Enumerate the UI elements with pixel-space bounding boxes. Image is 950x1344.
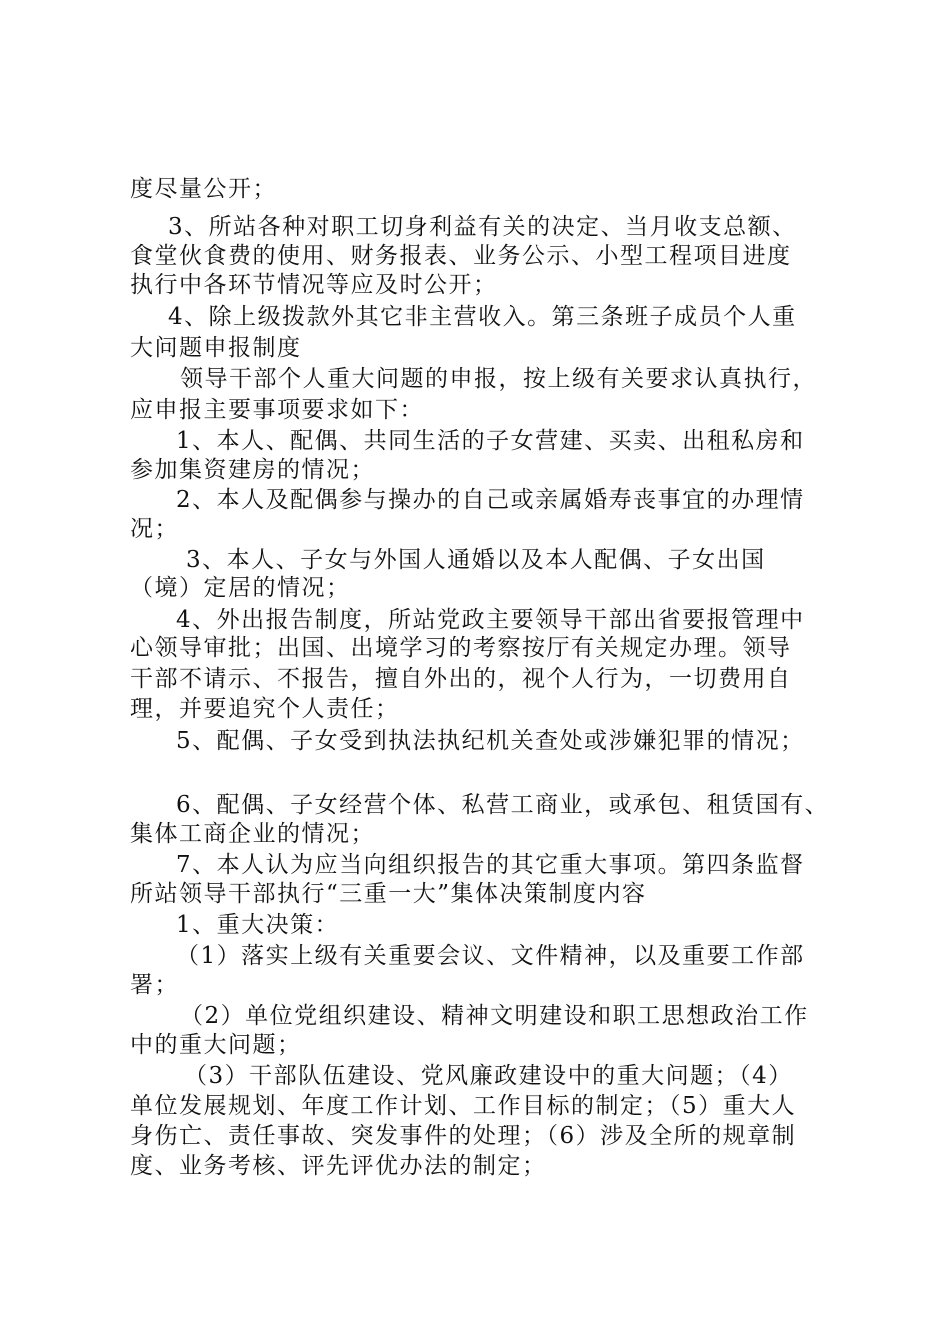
text-line: 4、除上级拨款外其它非主营收入。第三条班子成员个人重 bbox=[168, 304, 797, 330]
text-line: 4、外出报告制度，所站党政主要领导干部出省要报管理中 bbox=[176, 607, 805, 633]
text-line: 单位发展规划、年度工作计划、工作目标的制定；（5）重大人 bbox=[130, 1093, 797, 1119]
text-line: （1）落实上级有关重要会议、文件精神，以及重要工作部 bbox=[176, 943, 805, 969]
text-line: 中的重大问题； bbox=[130, 1032, 302, 1058]
text-line: （境）定居的情况； bbox=[130, 575, 351, 601]
text-line: 6、配偶、子女经营个体、私营工商业，或承包、租赁国有、 bbox=[176, 792, 830, 818]
text-line: 度、业务考核、评先评优办法的制定； bbox=[130, 1153, 547, 1179]
text-line: 3、本人、子女与外国人通婚以及本人配偶、子女出国 bbox=[186, 547, 766, 573]
text-line: 况； bbox=[130, 516, 179, 542]
text-line: 执行中各环节情况等应及时公开； bbox=[130, 272, 498, 298]
text-line: 7、本人认为应当向组织报告的其它重大事项。第四条监督 bbox=[176, 852, 805, 878]
text-line: 心领导审批；出国、出境学习的考察按厅有关规定办理。领导 bbox=[130, 635, 792, 661]
text-line: 1、本人、配偶、共同生活的子女营建、买卖、出租私房和 bbox=[176, 428, 805, 454]
text-line: 署； bbox=[130, 972, 179, 998]
text-line: 所站领导干部执行“三重一大”集体决策制度内容 bbox=[130, 881, 647, 907]
text-line: 度尽量公开； bbox=[130, 176, 277, 202]
text-line: 领导干部个人重大问题的申报，按上级有关要求认真执行， bbox=[180, 366, 817, 392]
text-line: 应申报主要事项要求如下： bbox=[130, 397, 424, 423]
text-line: （2）单位党组织建设、精神文明建设和职工思想政治工作 bbox=[180, 1003, 809, 1029]
text-line: 2、本人及配偶参与操办的自己或亲属婚寿丧事宜的办理情 bbox=[176, 487, 805, 513]
text-line: 身伤亡、责任事故、突发事件的处理；（6）涉及全所的规章制 bbox=[130, 1123, 797, 1149]
text-line: 1、重大决策： bbox=[176, 912, 340, 938]
text-line: （3）干部队伍建设、党风廉政建设中的重大问题；（4） bbox=[184, 1063, 793, 1089]
text-line: 参加集资建房的情况； bbox=[130, 457, 375, 483]
text-line: 集体工商企业的情况； bbox=[130, 821, 375, 847]
text-line: 3、所站各种对职工切身利益有关的决定、当月收支总额、 bbox=[168, 214, 797, 240]
text-line: 5、配偶、子女受到执法执纪机关查处或涉嫌犯罪的情况； bbox=[176, 728, 805, 754]
text-line: 大问题申报制度 bbox=[130, 335, 302, 361]
text-line: 干部不请示、不报告，擅自外出的，视个人行为，一切费用自 bbox=[130, 666, 792, 692]
text-line: 理，并要追究个人责任； bbox=[130, 696, 400, 722]
text-line: 食堂伙食费的使用、财务报表、业务公示、小型工程项目进度 bbox=[130, 243, 792, 269]
